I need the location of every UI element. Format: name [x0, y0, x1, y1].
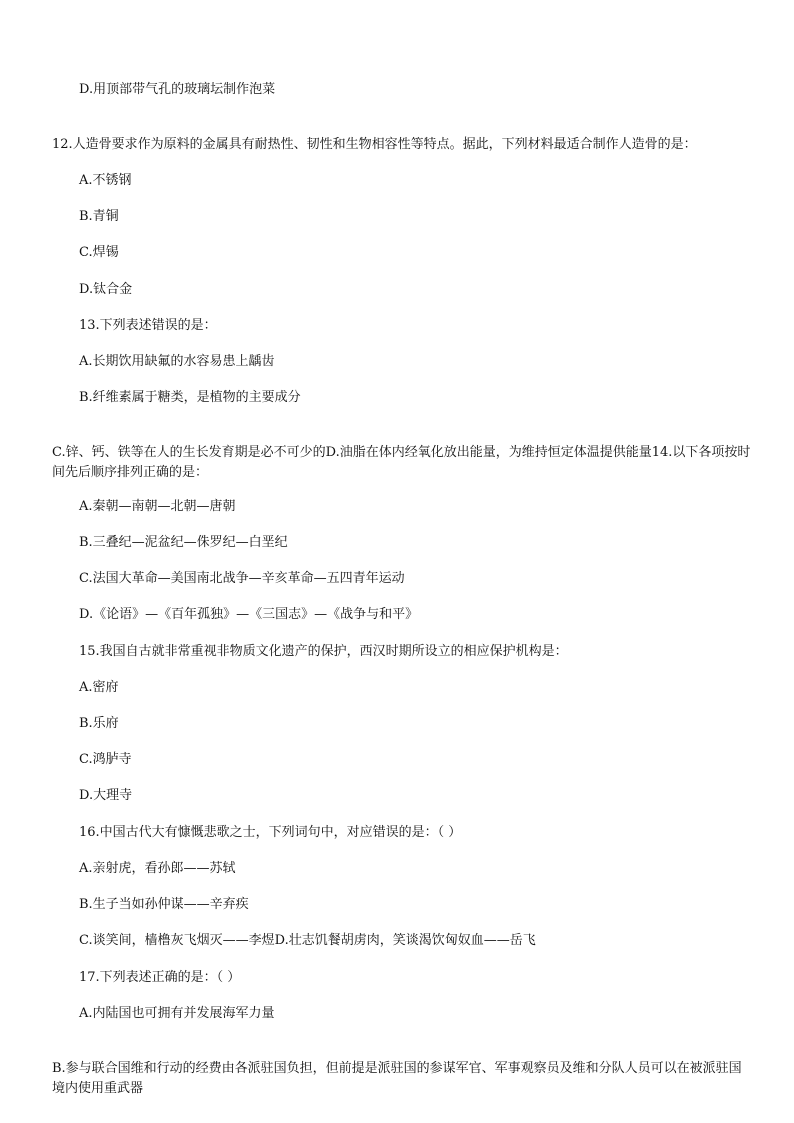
option-a-q15: A.密府	[79, 680, 119, 695]
question-16: 16.中国古代大有慷慨悲歌之士，下列词句中，对应错误的是：（ ）	[79, 825, 462, 840]
option-a-q13: A.长期饮用缺氟的水容易患上龋齿	[79, 354, 275, 369]
option-a-q16: A.亲射虎，看孙郎——苏轼	[79, 861, 236, 876]
question-13: 13.下列表述错误的是：	[79, 318, 217, 333]
option-d-q14: D.《论语》—《百年孤独》—《三国志》—《战争与和平》	[79, 607, 419, 622]
option-d-q15: D.大理寺	[79, 788, 133, 803]
option-d-q12: D.钛合金	[79, 282, 133, 297]
option-a-q17: A.内陆国也可拥有并发展海军力量	[79, 1006, 275, 1021]
question-17: 17.下列表述正确的是：（ ）	[79, 970, 241, 985]
option-b-q15: B.乐府	[79, 716, 119, 731]
option-b-q13: B.纤维素属于糖类，是植物的主要成分	[79, 390, 301, 405]
option-b-q14: B.三叠纪—泥盆纪—侏罗纪—白垩纪	[79, 535, 288, 550]
option-b-q16: B.生子当如孙仲谋——辛弃疾	[79, 897, 249, 912]
option-c-q14: C.法国大革命—美国南北战争—辛亥革命—五四青年运动	[79, 571, 405, 586]
option-cd-q13-and-question-14: C.锌、钙、铁等在人的生长发育期是必不可少的D.油脂在体内经氧化放出能量，为维持恒定体温提供能量14.以下各项按时间先后顺序排列正确的是：	[52, 445, 751, 480]
option-cd-q16: C.谈笑间，樯橹灰飞烟灭——李煜D.壮志饥餐胡虏肉，笑谈渴饮匈奴血——岳飞	[79, 933, 536, 948]
question-15: 15.我国自古就非常重视非物质文化遗产的保护，西汉时期所设立的相应保护机构是：	[79, 644, 568, 659]
question-12: 12.人造骨要求作为原料的金属具有耐热性、韧性和生物相容性等特点。据此，下列材料最适合制作人造骨的是：	[52, 137, 697, 152]
option-c-q15: C.鸿胪寺	[79, 752, 132, 767]
option-a-q14: A.秦朝—南朝—北朝—唐朝	[79, 499, 236, 514]
option-a-q12: A.不锈钢	[79, 173, 132, 188]
option-d-q11: D.用顶部带气孔的玻璃坛制作泡菜	[79, 82, 276, 97]
option-b-q17: B.参与联合国维和行动的经费由各派驻国负担，但前提是派驻国的参谋军官、军事观察员及维和分队人员可以在被派驻国境内使用重武器	[52, 1061, 742, 1096]
option-c-q12: C.焊锡	[79, 245, 119, 260]
option-b-q12: B.青铜	[79, 209, 119, 224]
